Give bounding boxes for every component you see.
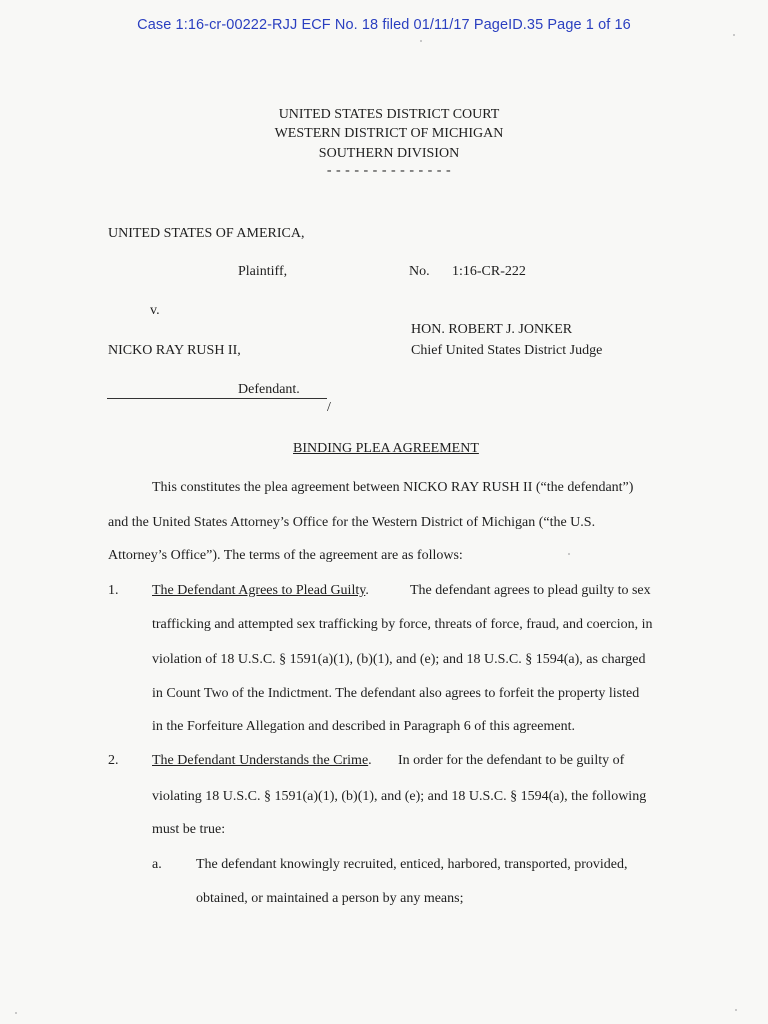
- item-a-letter: a.: [152, 857, 162, 872]
- judge-name: HON. ROBERT J. JONKER: [411, 322, 573, 337]
- case-number: 1:16-CR-222: [452, 264, 526, 279]
- court-divider: - - - - - - - - - - - - - -: [326, 163, 452, 178]
- section-2-heading-period: .: [368, 753, 372, 768]
- section-2-heading: The Defendant Understands the Crime: [152, 753, 369, 768]
- intro-line-3: Attorney’s Office”). The terms of the agreement are as follows:: [108, 548, 463, 563]
- scan-speck: [735, 1009, 737, 1011]
- scan-speck: [733, 34, 735, 36]
- defendant-name: NICKO RAY RUSH II,: [108, 343, 241, 358]
- section-1-heading-period: .: [365, 583, 369, 598]
- section-1-number: 1.: [108, 583, 119, 598]
- section-1-heading-wrap: [152, 583, 369, 599]
- section-1-heading: The Defendant Agrees to Plead Guilty: [152, 583, 366, 598]
- section-1-line: in the Forfeiture Allegation and described in Paragraph 6 of this agreement.: [152, 719, 575, 734]
- case-number-label: No.: [409, 264, 430, 279]
- intro-line-1: This constitutes the plea agreement between NICKO RAY RUSH II (“the defendant”): [152, 480, 634, 495]
- court-district: WESTERN DISTRICT OF MICHIGAN: [274, 126, 504, 141]
- document-title: BINDING PLEA AGREEMENT: [293, 441, 479, 456]
- caption-slash: /: [327, 400, 331, 415]
- judge-title: Chief United States District Judge: [411, 343, 603, 358]
- court-division: SOUTHERN DIVISION: [318, 146, 460, 161]
- section-2-line: must be true:: [152, 822, 226, 837]
- scan-speck: [15, 1012, 17, 1014]
- versus: v.: [150, 303, 160, 318]
- section-1-line: trafficking and attempted sex trafficking by force, threats of force, fraud, and coercion, in: [152, 617, 653, 632]
- item-a-line-2: obtained, or maintained a person by any means;: [196, 891, 464, 906]
- section-2-number: 2.: [108, 753, 119, 768]
- section-1-line: in Count Two of the Indictment. The defendant also agrees to forfeit the property listed: [152, 686, 640, 701]
- item-a-line-1: The defendant knowingly recruited, enticed, harbored, transported, provided,: [196, 857, 628, 872]
- plaintiff-role: Plaintiff,: [238, 264, 288, 279]
- plaintiff-name: UNITED STATES OF AMERICA,: [108, 226, 305, 241]
- ecf-header-stamp: Case 1:16-cr-00222-RJJ ECF No. 18 filed 01/11/17 PageID.35 Page 1 of 16: [137, 17, 631, 33]
- scan-speck: [420, 40, 422, 42]
- caption-underline: [107, 398, 327, 399]
- defendant-role: Defendant.: [238, 382, 300, 397]
- court-name: UNITED STATES DISTRICT COURT: [278, 107, 500, 122]
- section-1-first-line: The defendant agrees to plead guilty to sex: [410, 583, 651, 598]
- intro-line-2: and the United States Attorney’s Office for the Western District of Michigan (“the U.S.: [108, 515, 596, 530]
- scan-speck: [568, 553, 570, 555]
- section-2-line: violating 18 U.S.C. § 1591(a)(1), (b)(1), and (e); and 18 U.S.C. § 1594(a), the following: [152, 789, 647, 804]
- section-1-line: violation of 18 U.S.C. § 1591(a)(1), (b)(1), and (e); and 18 U.S.C. § 1594(a), as charged: [152, 652, 646, 667]
- section-2-first-line: In order for the defendant to be guilty of: [398, 753, 625, 768]
- section-2-heading-wrap: [152, 753, 372, 769]
